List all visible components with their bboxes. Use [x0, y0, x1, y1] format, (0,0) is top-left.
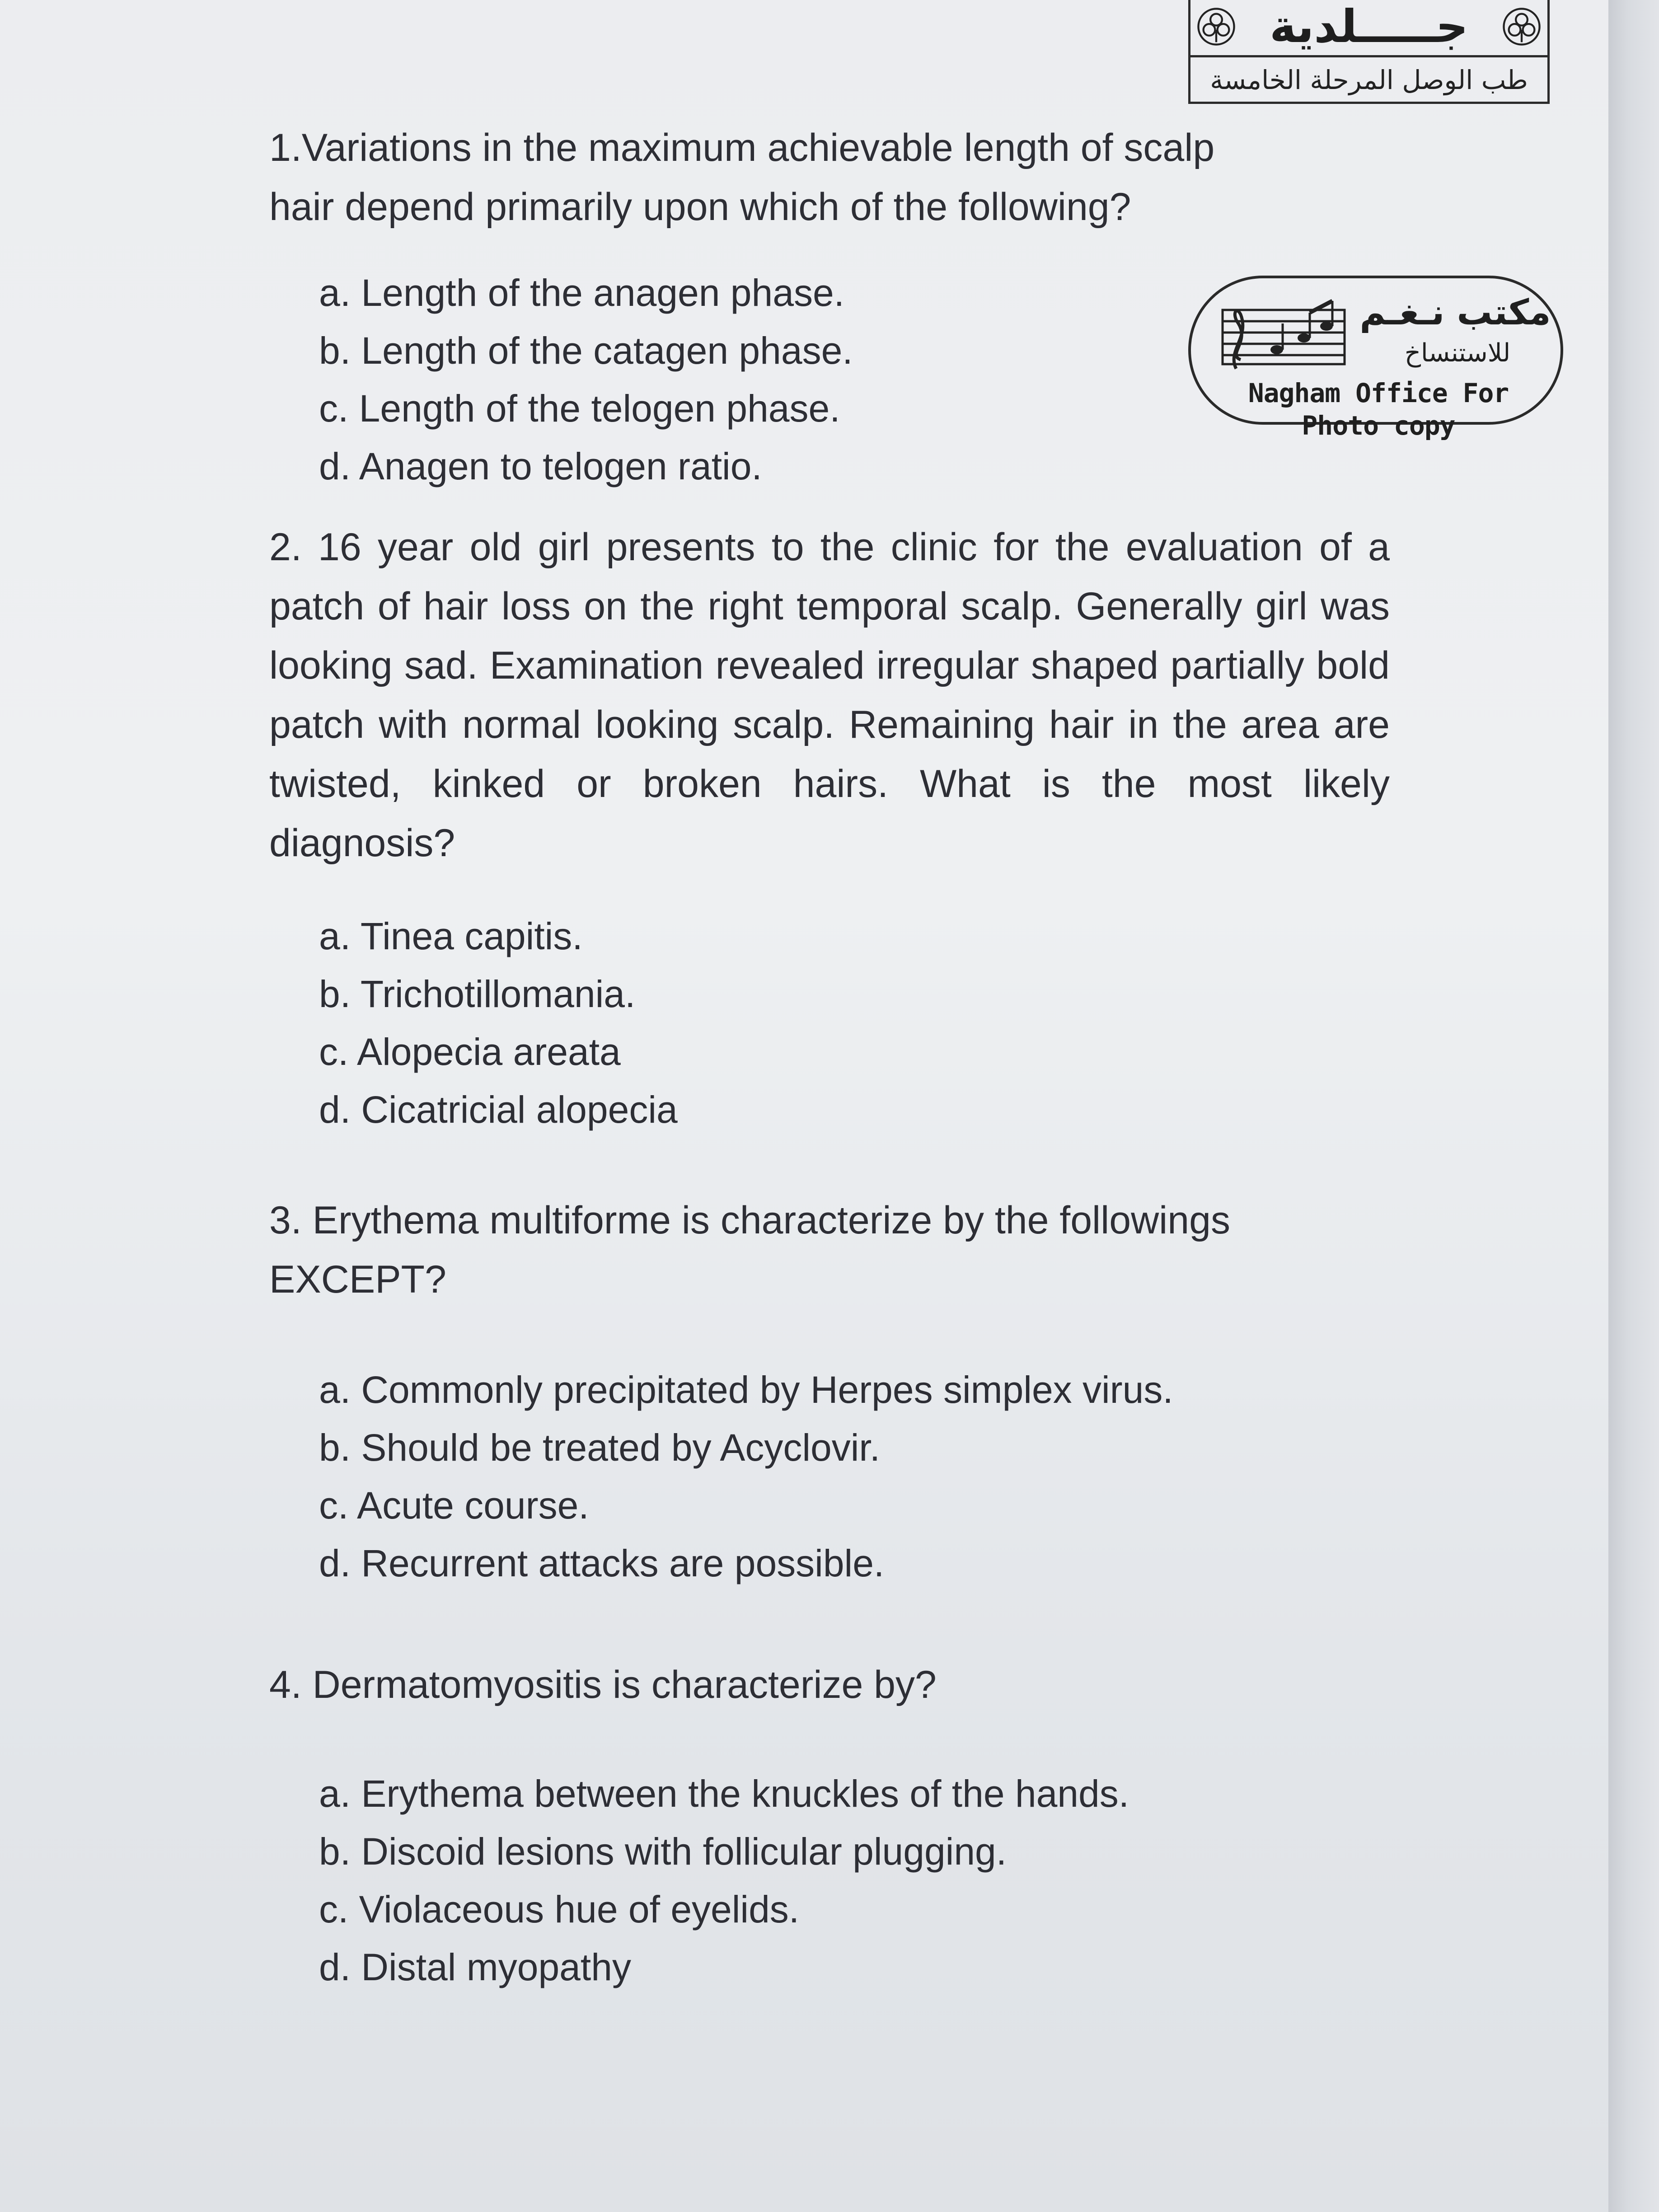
option-c: c. Length of the telogen phase. [319, 387, 840, 430]
music-staff-icon [1218, 296, 1354, 378]
header-divider [1190, 55, 1547, 57]
clover-icon [1502, 7, 1541, 46]
stamp-english-name: Nagham Office For Photo copy [1248, 378, 1509, 441]
question-3 [269, 1191, 1390, 1584]
option-d: d. Cicatricial alopecia [319, 1088, 678, 1131]
option-b: b. Length of the catagen phase. [319, 329, 853, 372]
question-2 [269, 518, 1390, 1131]
question-stem [269, 1655, 1390, 1715]
stamp-arabic-service: للاستنساخ [1404, 338, 1511, 368]
stem-line: EXCEPT? [269, 1258, 446, 1301]
office-stamp [1188, 276, 1563, 441]
options-list [319, 1361, 1173, 1592]
option-b: b. Discoid lesions with follicular plugging. [319, 1830, 1007, 1873]
option-a: a. Length of the anagen phase. [319, 272, 844, 314]
header-stamp [1188, 0, 1550, 104]
stem-line: 3. Erythema multiforme is characterize by the followings [269, 1199, 1230, 1242]
option-c: c. Alopecia areata [319, 1031, 621, 1073]
question-stem: 2. 16 year old girl presents to the clinic for the evaluation of a patch of hair loss on the right temporal scalp. Generally girl was looking sad. Examination revealed irregular shaped partially bold patch with normal looking scalp. Remaining hair in the area are twisted, kinked or broken hairs. What is the most likely diagnosis? [269, 525, 1390, 865]
options-list [319, 907, 678, 1139]
option-b: b. Trichotillomania. [319, 973, 636, 1015]
stem-line: 1.Variations in the maximum achievable length of scalp [269, 126, 1215, 169]
option-a: a. Tinea capitis. [319, 915, 583, 957]
options-list [319, 264, 853, 495]
option-d: d. Anagen to telogen ratio. [319, 445, 762, 487]
option-b: b. Should be treated by Acyclovir. [319, 1426, 881, 1469]
question-4 [269, 1655, 1390, 1988]
question-stem [269, 1191, 1390, 1309]
question-stem [269, 118, 1390, 237]
stem-line: hair depend primarily upon which of the following? [269, 185, 1131, 229]
stamp-arabic-name: مكتب نـغـم [1359, 292, 1551, 333]
option-a: a. Erythema between the knuckles of the hands. [319, 1772, 1129, 1815]
options-list [319, 1765, 1129, 1996]
stem-line: 4. Dermatomyositis is characterize by? [269, 1663, 937, 1706]
page-edge [1608, 0, 1659, 2212]
option-d: d. Distal myopathy [319, 1946, 631, 1988]
header-brand: جـــــلدية [1270, 0, 1468, 53]
option-d: d. Recurrent attacks are possible. [319, 1542, 885, 1584]
option-c: c. Violaceous hue of eyelids. [319, 1888, 800, 1931]
option-a: a. Commonly precipitated by Herpes simplex virus. [319, 1368, 1173, 1411]
header-subtitle: طب الوصل المرحلة الخامسة [1210, 65, 1528, 95]
option-c: c. Acute course. [319, 1484, 589, 1527]
